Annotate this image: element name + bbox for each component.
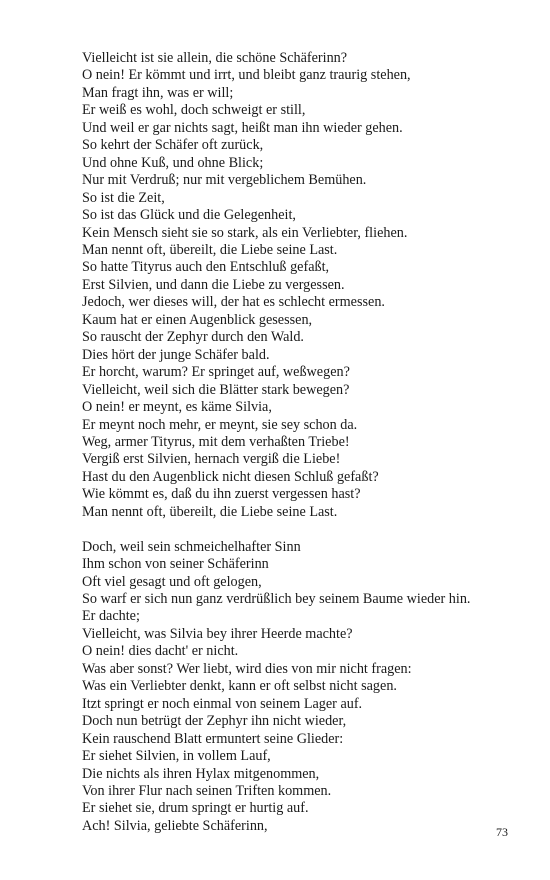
poem-line: Ach! Silvia, geliebte Schäferinn, bbox=[82, 817, 268, 834]
poem-line: Die nichts als ihren Hylax mitgenommen, bbox=[82, 765, 320, 782]
poem-line: Er siehet sie, drum springt er hurtig auf. bbox=[82, 800, 309, 817]
poem-line: Und weil er gar nichts sagt, heißt man ihn wieder gehen. bbox=[82, 119, 403, 136]
page-number: 73 bbox=[496, 825, 508, 839]
poem-line: Erst Silvien, und dann die Liebe zu vergessen. bbox=[82, 276, 345, 293]
poem-line: Man fragt ihn, was er will; bbox=[82, 84, 234, 101]
poem-line: O nein! Er kömmt und irrt, und bleibt ganz traurig stehen, bbox=[82, 67, 411, 84]
poem-line: Von ihrer Flur nach seinen Triften kommen. bbox=[82, 783, 332, 800]
poem-line: O nein! dies dacht' er nicht. bbox=[82, 643, 239, 660]
stanza bbox=[82, 50, 522, 521]
poem-line: Er weiß es wohl, doch schweigt er still, bbox=[82, 102, 306, 119]
poem-line: Kein rauschend Blatt ermuntert seine Glieder: bbox=[82, 730, 344, 747]
poem-line: Kein Mensch sieht sie so stark, als ein Verliebter, fliehen. bbox=[82, 224, 408, 241]
poem-line: Doch nun betrügt der Zephyr ihn nicht wieder, bbox=[82, 713, 347, 730]
poem-line: Nur mit Verdruß; nur mit vergeblichem Bemühen. bbox=[82, 172, 367, 189]
poem-text bbox=[82, 50, 522, 835]
poem-line: Man nennt oft, übereilt, die Liebe seine Last. bbox=[82, 503, 338, 520]
poem-line: Ihm schon von seiner Schäferinn bbox=[82, 556, 269, 573]
poem-line: Weg, armer Tityrus, mit dem verhaßten Triebe! bbox=[82, 433, 350, 450]
poem-line: O nein! er meynt, es käme Silvia, bbox=[82, 399, 272, 416]
poem-line: So warf er sich nun ganz verdrüßlich bey seinem Baume wieder hin. bbox=[82, 591, 471, 608]
poem-line: So ist das Glück und die Gelegenheit, bbox=[82, 207, 296, 224]
poem-line: Dies hört der junge Schäfer bald. bbox=[82, 346, 270, 363]
stanza bbox=[82, 539, 522, 836]
poem-line: Und ohne Kuß, und ohne Blick; bbox=[82, 154, 264, 171]
poem-line: Wie kömmt es, daß du ihn zuerst vergessen hast? bbox=[82, 486, 361, 503]
poem-line: Kaum hat er einen Augenblick gesessen, bbox=[82, 311, 313, 328]
poem-line: Was aber sonst? Wer liebt, wird dies von mir nicht fragen: bbox=[82, 660, 412, 677]
poem-line: Was ein Verliebter denkt, kann er oft selbst nicht sagen. bbox=[82, 678, 397, 695]
poem-line: Doch, weil sein schmeichelhafter Sinn bbox=[82, 538, 301, 555]
poem-line: So hatte Tityrus auch den Entschluß gefaßt, bbox=[82, 259, 330, 276]
poem-line: Man nennt oft, übereilt, die Liebe seine Last. bbox=[82, 241, 338, 258]
poem-line: Er dachte; bbox=[82, 608, 140, 625]
poem-line: Jedoch, wer dieses will, der hat es schlecht ermessen. bbox=[82, 294, 385, 311]
poem-line: Oft viel gesagt und oft gelogen, bbox=[82, 573, 262, 590]
poem-line: Itzt springt er noch einmal von seinem Lager auf. bbox=[82, 695, 363, 712]
poem-line: Hast du den Augenblick nicht diesen Schluß gefaßt? bbox=[82, 468, 379, 485]
poem-line: Er meynt noch mehr, er meynt, sie sey schon da. bbox=[82, 416, 358, 433]
poem-line: Vielleicht ist sie allein, die schöne Schäferinn? bbox=[82, 50, 348, 66]
poem-line: So kehrt der Schäfer oft zurück, bbox=[82, 137, 264, 154]
poem-line: Er siehet Silvien, in vollem Lauf, bbox=[82, 748, 271, 765]
poem-line: So rauscht der Zephyr durch den Wald. bbox=[82, 329, 304, 346]
poem-line: So ist die Zeit, bbox=[82, 189, 165, 206]
poem-line: Vielleicht, weil sich die Blätter stark bewegen? bbox=[82, 381, 350, 398]
poem-line: Er horcht, warum? Er springet auf, weßwegen? bbox=[82, 364, 350, 381]
poem-line: Vielleicht, was Silvia bey ihrer Heerde machte? bbox=[82, 625, 353, 642]
poem-line: Vergiß erst Silvien, hernach vergiß die Liebe! bbox=[82, 451, 341, 468]
